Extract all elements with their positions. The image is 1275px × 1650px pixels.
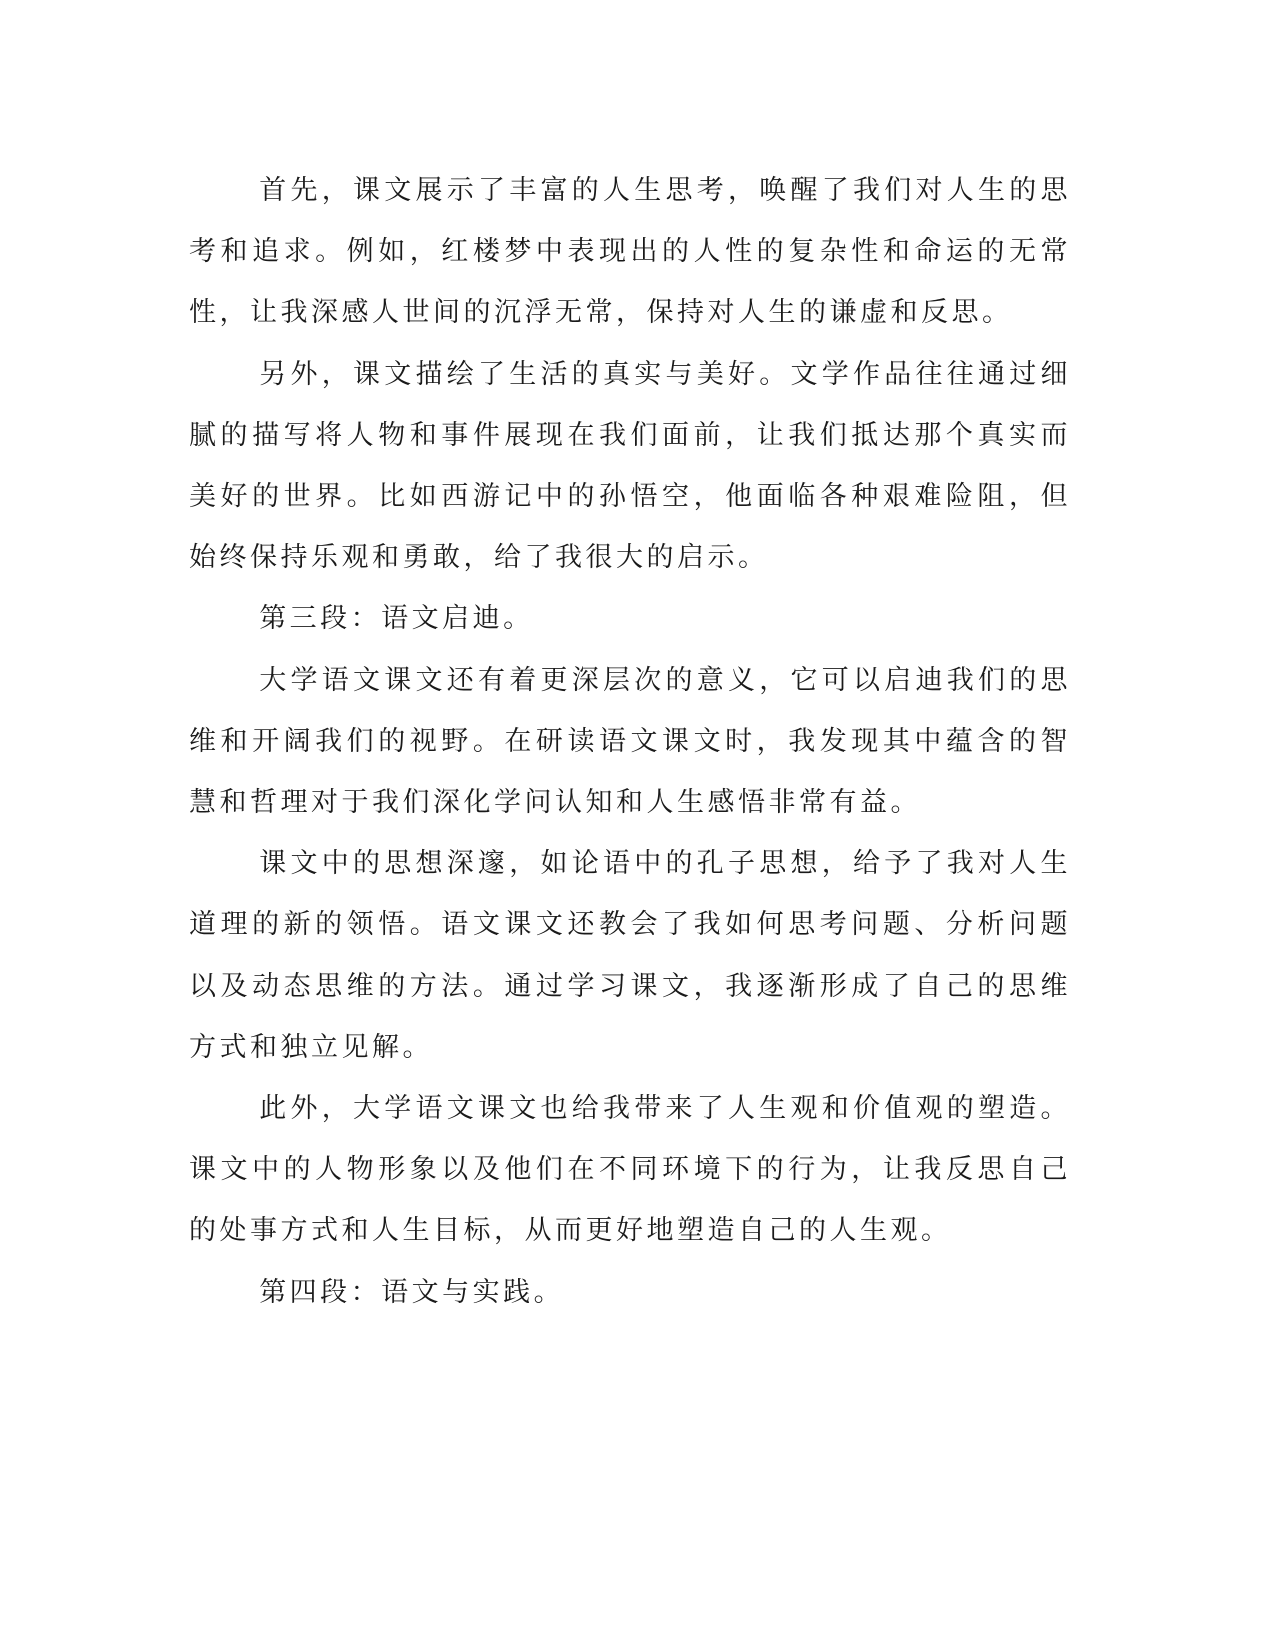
section-heading-3: 第三段：语文启迪。 xyxy=(259,603,534,635)
paragraph-3: 大学语文课文还有着更深层次的意义，它可以启迪我们的思维和开阔我们的视野。在研读语文课文时，我发现其中蕴含的智慧和哲理对于我们深化学问认知和人生感悟非常有益。 xyxy=(189,664,1071,819)
section-heading-4: 第四段：语文与实践。 xyxy=(259,1276,565,1308)
paragraph-2: 另外，课文描绘了生活的真实与美好。文学作品往往通过细腻的描写将人物和事件展现在我们面前，让我们抵达那个真实而美好的世界。比如西游记中的孙悟空，他面临各种艰难险阻，但始终保持乐观和勇敢，给了我很大的启示。 xyxy=(189,358,1071,574)
document-body xyxy=(189,160,1071,1323)
paragraph-4: 课文中的思想深邃，如论语中的孔子思想，给予了我对人生道理的新的领悟。语文课文还教会了我如何思考问题、分析问题以及动态思维的方法。通过学习课文，我逐渐形成了自己的思维方式和独立见解。 xyxy=(189,848,1071,1063)
paragraph-5: 此外，大学语文课文也给我带来了人生观和价值观的塑造。课文中的人物形象以及他们在不同环境下的行为，让我反思自己的处事方式和人生目标，从而更好地塑造自己的人生观。 xyxy=(189,1093,1071,1247)
paragraph-1: 首先，课文展示了丰富的人生思考，唤醒了我们对人生的思考和追求。例如，红楼梦中表现出的人性的复杂性和命运的无常性，让我深感人世间的沉浮无常，保持对人生的谦虚和反思。 xyxy=(189,175,1071,329)
